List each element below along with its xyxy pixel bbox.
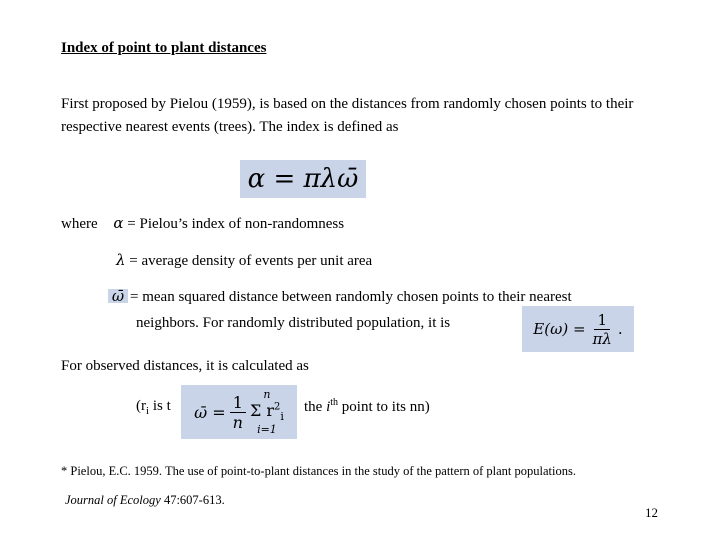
lambda-definition [116,249,372,273]
formula-alpha-text: α = πλω̄ [247,164,359,194]
omega-def-line2: neighbors. For randomly distributed population, it is [136,315,451,331]
wbar-numerator: 1 [230,393,246,413]
wbar-sum-sup: 2 [274,401,281,413]
journal-name: Journal of Ecology [65,493,161,507]
formula-alpha [240,160,366,198]
ri-suffix-i: i [326,399,331,415]
expected-denominator: πλ [592,329,612,348]
omega-def-line1: = mean squared distance between randomly chosen points to their nearest [130,289,572,305]
ri-suffix-sup: th [330,397,339,408]
ri-subscript: i [146,405,150,417]
wbar-denominator: n [232,412,243,432]
alpha-symbol: α [113,214,124,232]
alpha-def-text: = Pielou’s index of non-randomness [127,216,345,232]
omega-symbol: ω̄ [111,287,125,305]
lambda-symbol: λ [116,251,126,269]
ri-prefix: (r [136,398,146,414]
wbar-fraction [230,393,246,432]
ri-suffix-a: the [304,399,327,415]
wbar-sum-bottom: i=1 [257,423,277,437]
expected-numerator: 1 [594,311,610,330]
journal-citation [65,491,225,510]
where-label: where [61,216,98,232]
ri-suffix-b: point to its nn) [338,399,430,415]
observed-text: For observed distances, it is calculated as [61,358,309,374]
omega-symbol-box [108,289,128,303]
formula-wbar [181,385,297,439]
wbar-sum-symbol: Σ r [249,400,274,420]
wbar-sum-sub: i [280,410,284,424]
ri-note-right [304,395,430,419]
ri-mid: is t [149,398,171,414]
ri-note-left [136,395,171,420]
wbar-lhs: ω̄ = [194,402,226,422]
journal-volume: 47:607-613. [160,493,225,507]
expected-dot: . [617,320,623,338]
footnote: * Pielou, E.C. 1959. The use of point-to-plant distances in the study of the pattern of plant populations. [61,464,576,478]
page-number: 12 [645,505,658,520]
alpha-definition [61,212,344,236]
slide-title: Index of point to plant distances [61,40,267,56]
expected-lhs: E(ω) = [533,320,586,338]
formula-expected [522,306,634,352]
lambda-def-text: = average density of events per unit area [129,253,373,269]
intro-paragraph: First proposed by Pielou (1959), is based on the distances from randomly chosen points to their respective nearest events (trees). The index is defined as [61,96,634,136]
expected-fraction [590,311,615,348]
wbar-sum-top: n [263,387,271,401]
wbar-sum [250,388,284,436]
